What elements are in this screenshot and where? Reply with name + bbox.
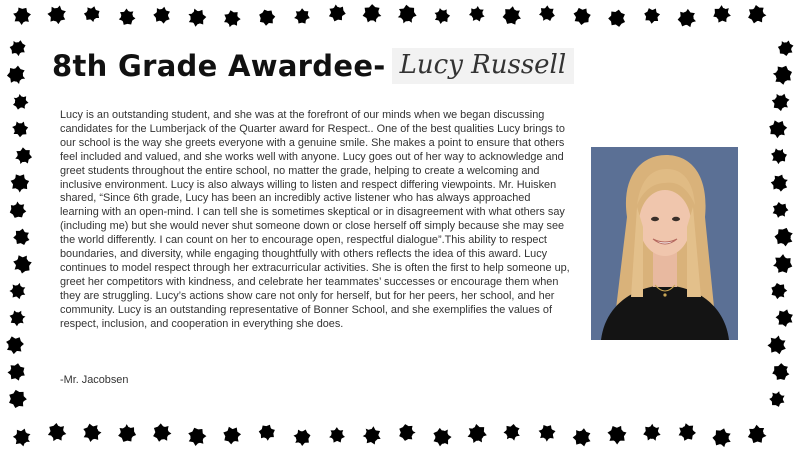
awardee-name: Lucy Russell [392, 48, 575, 84]
paw-print-blot-icon [115, 420, 140, 445]
paw-print-blot-icon [499, 4, 524, 29]
paw-print-blot-icon [327, 426, 346, 445]
paw-print-blot-icon [10, 426, 34, 450]
paw-print-blot-icon [503, 424, 520, 441]
paw-print-blot-icon [6, 361, 29, 384]
paw-print-blot-icon [5, 387, 29, 411]
paw-print-blot-icon [773, 225, 796, 248]
paw-print-blot-icon [466, 3, 488, 25]
paw-print-blot-icon [3, 62, 29, 88]
paw-print-blot-icon [604, 422, 630, 448]
paw-print-blot-icon [745, 422, 770, 447]
page-title [52, 48, 574, 84]
paw-print-blot-icon [608, 10, 625, 27]
paw-print-blot-icon [255, 421, 278, 444]
paw-print-blot-icon [291, 6, 312, 27]
paw-print-blot-icon [768, 280, 791, 303]
paw-print-blot-icon [82, 4, 102, 24]
paw-print-blot-icon [13, 93, 30, 110]
paw-print-blot-icon [770, 252, 795, 277]
paw-print-blot-icon [710, 425, 735, 450]
paw-print-blot-icon [775, 38, 796, 59]
paw-print-blot-icon [221, 8, 243, 30]
paw-print-blot-icon [362, 426, 381, 445]
paw-print-blot-icon [676, 7, 699, 30]
paw-print-blot-icon [220, 423, 245, 448]
paw-print-blot-icon [44, 2, 70, 27]
paw-print-blot-icon [45, 421, 67, 444]
paw-print-blot-icon [463, 420, 489, 446]
paw-print-blot-icon [396, 422, 418, 444]
paw-print-blot-icon [325, 1, 348, 24]
paw-print-blot-icon [769, 199, 790, 220]
paw-print-blot-icon [186, 427, 207, 448]
paw-print-blot-icon [116, 6, 138, 28]
paw-print-blot-icon [6, 280, 29, 302]
paw-print-blot-icon [151, 4, 174, 27]
paw-print-blot-icon [395, 2, 420, 27]
paw-print-blot-icon [429, 425, 453, 450]
paw-print-blot-icon [10, 252, 34, 276]
paw-print-blot-icon [771, 362, 791, 382]
paw-print-blot-icon [570, 4, 594, 28]
paw-print-blot-icon [770, 62, 796, 88]
paw-print-blot-icon [536, 421, 559, 444]
paw-print-blot-icon [7, 307, 28, 328]
paw-print-blot-icon [258, 9, 276, 27]
title-heading: 8th Grade Awardee- [52, 49, 386, 83]
signature: -Mr. Jacobsen [60, 374, 129, 386]
paw-print-blot-icon [293, 429, 310, 446]
paw-print-blot-icon [643, 423, 661, 440]
paw-print-blot-icon [768, 389, 787, 408]
paw-print-blot-icon [768, 171, 792, 194]
paw-print-blot-icon [9, 172, 31, 194]
paw-print-blot-icon [675, 421, 697, 444]
paw-print-blot-icon [745, 3, 768, 26]
paw-print-blot-icon [433, 7, 451, 25]
paw-print-blot-icon [7, 200, 28, 221]
award-description: Lucy is an outstanding student, and she was at the forefront of our minds when we began discussing candidates for the Lumberjack of the Quarter award for Respect.. One of the best qualities Lucy brings to our school is the way she greets everyone with a genuine smile. She makes a point to ensure that others feel included and valued, and she works well with anyone. Lucy goes out of her way to acknowledge and greet students throughout the entire school, no matter the grade, helping to create a welcoming and inclusive environment. Lucy is also always willing to listen and respect differing viewpoints. Mr. Huisken shared, “Since 6th grade, Lucy has been an incredibly active listener who has always approached learning with an open-mind. I can tell she is sometimes skeptical or in disagreement with what others say (including me) but she would never shut someone down or close herself off simply because she may see the world differently. I can count on her to encourage open, respectful dialogue”.This ability to respect boundaries, and diversity, while engaging thoughtfully with others reflects the idea of this award. Lucy continues to model respect through her extracurricular activities. She is often the first to help someone up, greet her competitors with kindness, and celebrate her teammates’ successes or encourage them when they are struggling. Lucy’s actions show care not only for herself, but for her peers, her school, and her community. Lucy is an outstanding representative of Bonner School, and she exemplifies the values of respect, inclusion, and cooperation in everything she does. [60, 109, 570, 330]
paw-print-blot-icon [569, 425, 594, 450]
paw-print-blot-icon [768, 145, 790, 167]
paw-print-blot-icon [10, 4, 35, 29]
paw-print-blot-icon [149, 420, 174, 445]
paw-print-blot-icon [80, 420, 105, 445]
paw-print-blot-icon [3, 332, 28, 356]
paw-print-blot-icon [769, 90, 793, 113]
paw-print-blot-icon [9, 39, 26, 57]
paw-print-blot-icon [359, 1, 385, 27]
paw-print-blot-icon [10, 226, 33, 248]
paw-print-blot-icon [537, 4, 558, 24]
paw-print-blot-icon [185, 5, 210, 30]
paw-print-blot-icon [12, 121, 28, 137]
paw-print-blot-icon [774, 307, 796, 328]
paw-print-blot-icon [643, 6, 661, 24]
paw-print-blot-icon [12, 144, 35, 167]
paw-print-blot-icon [766, 117, 791, 142]
student-photo [591, 147, 738, 340]
paw-print-blot-icon [710, 3, 733, 26]
paw-print-blot-icon [765, 332, 790, 357]
